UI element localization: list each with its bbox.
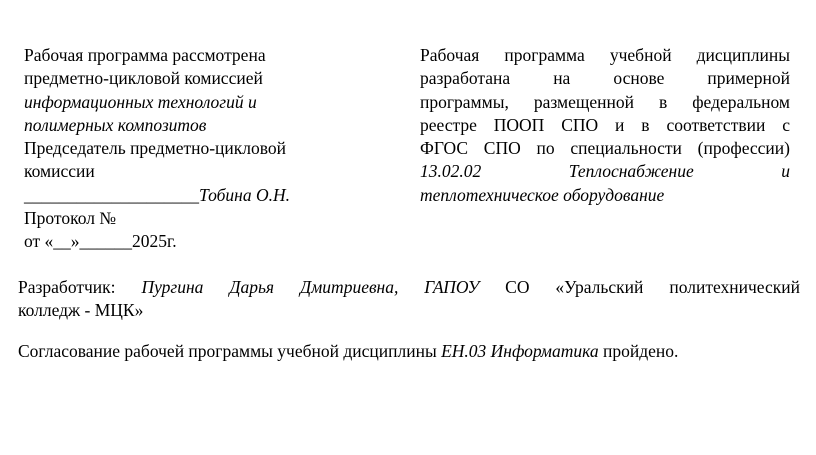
approval-block [24, 44, 364, 254]
approval-line-1: Рабочая программа рассмотрена [24, 45, 266, 65]
basis-line-2: разработана на основе примерной [420, 68, 790, 89]
agreement-paragraph [18, 340, 800, 363]
agreement-prefix: Согласование рабочей программы учебной дисциплины [18, 341, 442, 361]
developer-line-1 [18, 276, 800, 299]
commission-name-line-2: полимерных композитов [24, 114, 207, 135]
basis-line-3: программы, размещенной в федеральном [420, 91, 790, 112]
specialty-line-1: 13.02.02 Теплоснабжение и [420, 161, 790, 182]
chairman-name: Тобина О.Н. [199, 184, 291, 205]
protocol-label: Протокол № [24, 208, 117, 229]
agreement-suffix: пройдено. [598, 341, 679, 361]
developer-line-2: колледж - МЦК» [18, 300, 144, 321]
basis-line-1: Рабочая программа учебной дисциплины [420, 45, 790, 65]
developer-name: Пургина Дарья Дмитриевна, ГАПОУ [141, 277, 480, 297]
signature-row [24, 184, 364, 207]
chairman-line-2: комиссии [24, 161, 95, 182]
agreement-discipline: ЕН.03 Информатика [441, 341, 599, 361]
approval-line-2: предметно-цикловой комиссией [24, 68, 263, 89]
chairman-line-1: Председатель предметно-цикловой [24, 138, 287, 159]
developer-label: Разработчик: [18, 277, 142, 297]
specialty-line-2: теплотехническое оборудование [420, 184, 665, 205]
basis-block [420, 44, 790, 207]
developer-org: СО «Уральский политехнический [479, 277, 800, 297]
basis-line-5: ФГОС СПО по специальности (профессии) [420, 138, 790, 159]
protocol-date: от «__»______2025г. [24, 231, 177, 252]
signature-blank: ____________________ [24, 184, 199, 205]
basis-line-4: реестре ПООП СПО и в соответствии с [420, 114, 790, 135]
commission-name-line-1: информационных технологий и [24, 91, 257, 112]
developer-paragraph [18, 276, 800, 323]
